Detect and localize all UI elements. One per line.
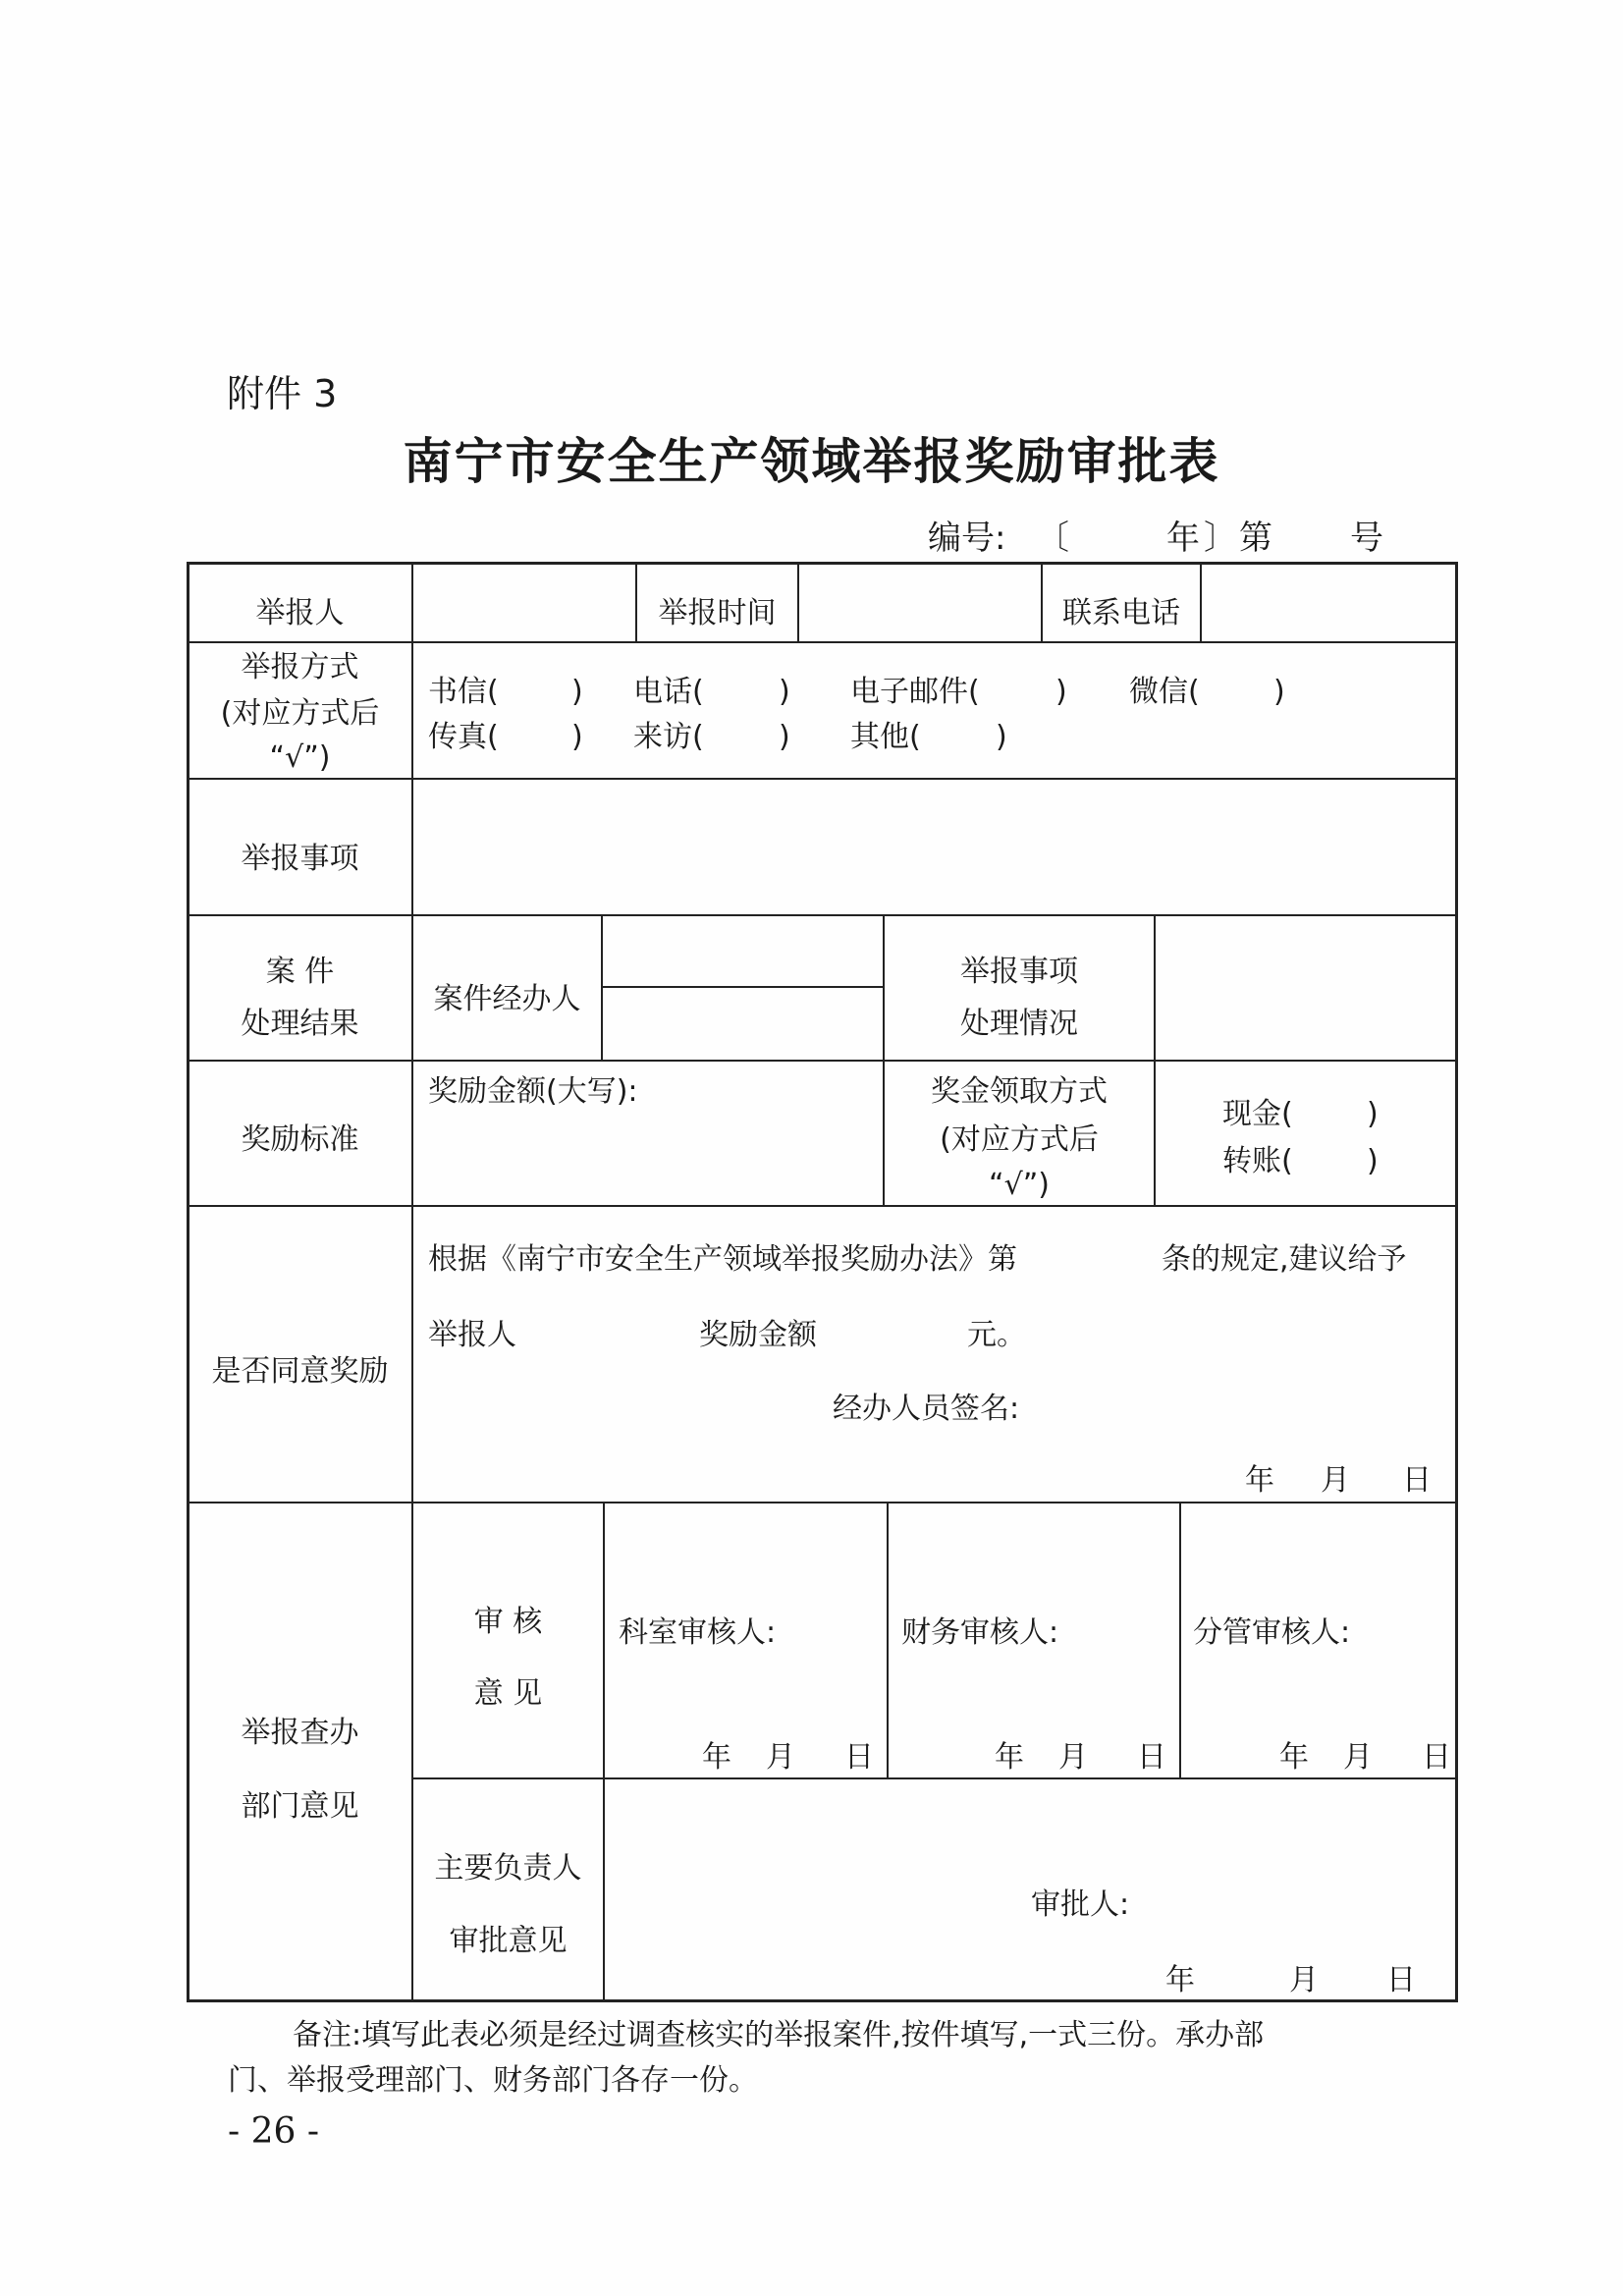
date-month: 月 (1289, 1963, 1319, 1997)
note-line: 备注:填写此表必须是经过调查核实的举报案件,按件填写,一式三份。承办部 (293, 2018, 1265, 2052)
phone-label: 联系电话 (1062, 596, 1180, 630)
label-column-divider (411, 562, 413, 2002)
row-divider (187, 1205, 1458, 1207)
date-month: 月 (1058, 1740, 1088, 1775)
date-year: 年 (1245, 1463, 1274, 1498)
row-divider (187, 641, 1458, 643)
date-month: 月 (1343, 1740, 1373, 1775)
serial-no-prefix: 第 (1239, 519, 1272, 558)
option-wechat-close: ) (1273, 675, 1285, 709)
form-title: 南宁市安全生产领域举报奖励审批表 (403, 432, 1220, 490)
label-line: 处理结果 (241, 1007, 359, 1041)
proposal-reporter: 举报人 (428, 1318, 516, 1352)
case-handler-field[interactable] (603, 916, 883, 986)
date-year: 年 (702, 1740, 731, 1775)
reward-amount-field[interactable] (413, 1115, 883, 1205)
option-email[interactable]: 电子邮件( (850, 675, 980, 709)
cell-divider (887, 1502, 889, 1777)
date-year: 年 (995, 1740, 1024, 1775)
note-line: 门、举报受理部门、财务部门各存一份。 (228, 2063, 758, 2098)
signature-field[interactable] (1051, 1383, 1424, 1426)
label-line: “√”) (989, 1168, 1050, 1202)
label-line: 意 见 (473, 1676, 543, 1711)
phone-field[interactable] (1202, 564, 1455, 641)
label-line: 审 核 (473, 1605, 543, 1639)
label-line: 举报查办 (241, 1716, 359, 1750)
proposal-amount: 奖励金额 (699, 1318, 817, 1352)
report-time-label: 举报时间 (658, 596, 777, 630)
serial-open-bracket: 〔 (1036, 519, 1069, 558)
serial-no-suffix: 号 (1350, 519, 1383, 558)
reward-amount-label: 奖励金额(大写): (428, 1074, 638, 1109)
label-line: 案 件 (265, 955, 335, 989)
serial-label: 编号: (928, 519, 1006, 558)
report-time-field[interactable] (799, 564, 1041, 641)
label-line: (对应方式后 (220, 696, 380, 731)
serial-close-bracket: 〕 (1204, 519, 1237, 558)
approver-label: 审批人: (1031, 1887, 1130, 1922)
reward-approval-label: 是否同意奖励 (211, 1354, 389, 1389)
label-line: 奖金领取方式 (931, 1074, 1108, 1109)
row-divider (187, 1060, 1458, 1062)
option-other-close: ) (996, 720, 1007, 754)
option-visit[interactable]: 来访( (633, 720, 704, 754)
date-day: 日 (844, 1740, 874, 1775)
payout-transfer-close: ) (1367, 1144, 1379, 1178)
date-day: 日 (1402, 1463, 1432, 1498)
label-line: 主要负责人 (434, 1851, 582, 1886)
label-line: 举报方式 (241, 650, 359, 684)
cell-divider (1179, 1502, 1181, 1777)
serial-year: 年 (1166, 519, 1200, 558)
proposal-unit: 元。 (967, 1318, 1026, 1352)
option-phone[interactable]: 电话( (633, 675, 704, 709)
option-other[interactable]: 其他( (850, 720, 921, 754)
proposal-text: 根据《南宁市安全生产领域举报奖励办法》第 (428, 1242, 1017, 1277)
date-day: 日 (1137, 1740, 1166, 1775)
label-line: 处理情况 (960, 1007, 1078, 1041)
report-matter-label: 举报事项 (241, 842, 359, 876)
reporter-label: 举报人 (255, 596, 345, 630)
option-wechat[interactable]: 微信( (1129, 675, 1200, 709)
option-letter[interactable]: 书信( (428, 675, 499, 709)
option-phone-close: ) (779, 675, 790, 709)
payout-cash-close: ) (1367, 1097, 1379, 1131)
case-handler-field[interactable] (603, 988, 883, 1060)
label-line: 部门意见 (241, 1789, 359, 1824)
attachment-label: 附件 3 (227, 372, 338, 415)
option-fax[interactable]: 传真( (428, 720, 499, 754)
case-handler-label: 案件经办人 (433, 982, 581, 1016)
finance-reviewer-label: 财务审核人: (901, 1615, 1059, 1650)
date-month: 月 (766, 1740, 795, 1775)
option-fax-close: ) (571, 720, 583, 754)
date-year: 年 (1165, 1963, 1195, 1997)
reward-standard-label: 奖励标准 (241, 1122, 359, 1157)
option-visit-close: ) (779, 720, 790, 754)
matter-status-field[interactable] (1156, 916, 1455, 1060)
date-day: 日 (1386, 1963, 1416, 1997)
page-number: - 26 - (228, 2111, 320, 2152)
row-divider (187, 1502, 1458, 1503)
section-reviewer-label: 科室审核人: (619, 1615, 777, 1650)
label-line: 举报事项 (960, 955, 1078, 989)
cell-divider (412, 1777, 1458, 1779)
payout-transfer-option[interactable]: 转账( (1222, 1144, 1293, 1178)
date-year: 年 (1279, 1740, 1309, 1775)
date-day: 日 (1422, 1740, 1451, 1775)
reporter-field[interactable] (413, 564, 635, 641)
supervisor-reviewer-label: 分管审核人: (1193, 1615, 1351, 1650)
cell-divider (603, 1502, 605, 2002)
report-matter-field[interactable] (413, 780, 1455, 914)
payout-cash-option[interactable]: 现金( (1222, 1097, 1293, 1131)
label-line: 审批意见 (449, 1924, 568, 1958)
option-letter-close: ) (571, 675, 583, 709)
option-email-close: ) (1055, 675, 1067, 709)
label-line: (对应方式后 (940, 1122, 1099, 1157)
signer-label: 经办人员签名: (833, 1392, 1020, 1426)
label-line: “√”) (269, 740, 331, 775)
date-month: 月 (1321, 1463, 1350, 1498)
proposal-text: 条的规定,建议给予 (1162, 1242, 1407, 1277)
